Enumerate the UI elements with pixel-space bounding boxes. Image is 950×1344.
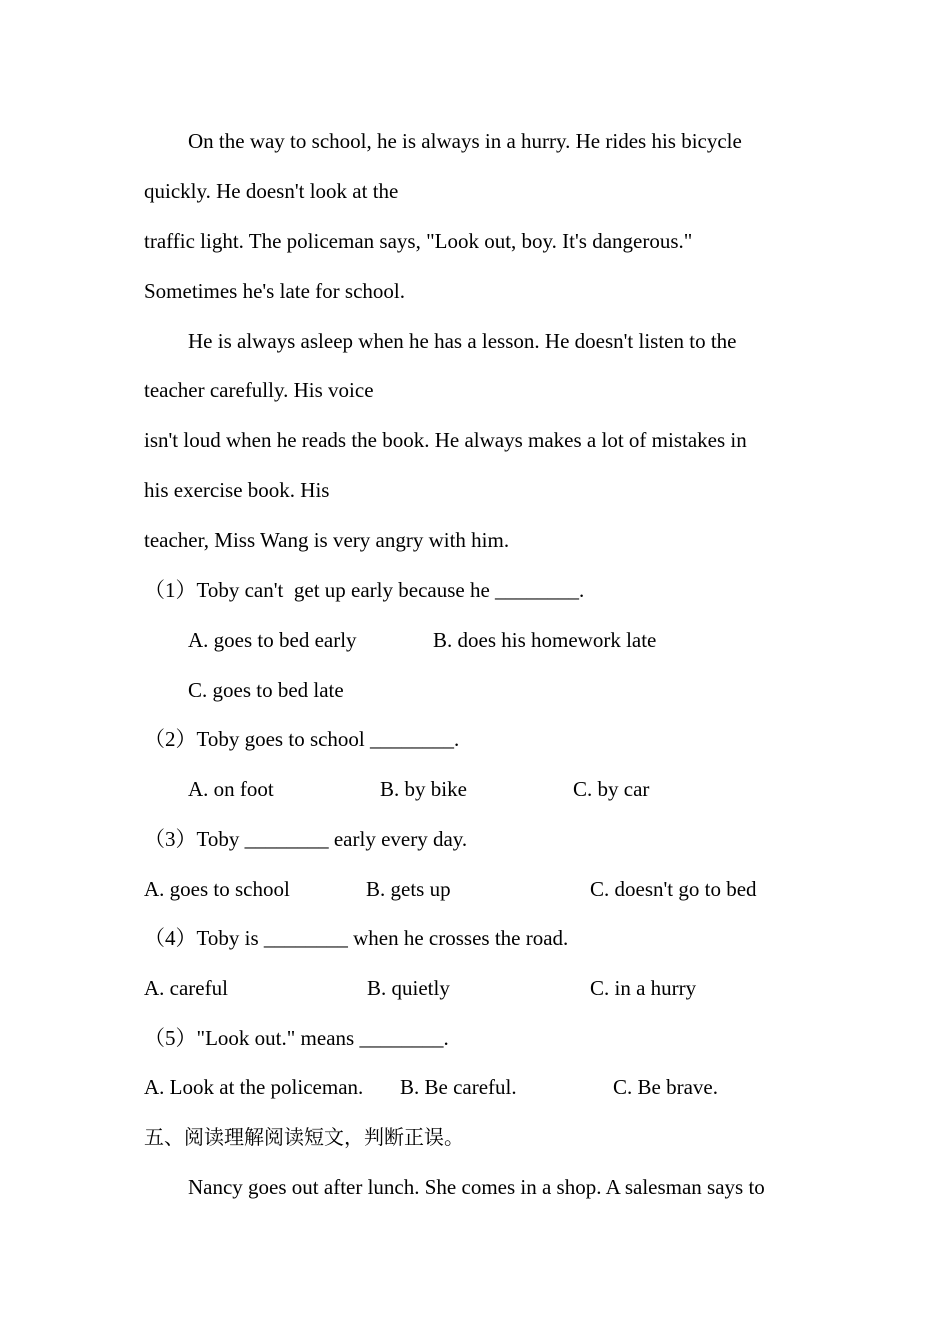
question-4-option-c: C. in a hurry xyxy=(590,976,697,1000)
question-1-option-b: B. does his homework late xyxy=(433,628,657,652)
question-3-option-a: A. goes to school xyxy=(144,877,290,901)
question-3-stem: （3）Toby ________ early every day. xyxy=(144,827,468,851)
question-3-option-b: B. gets up xyxy=(366,877,451,901)
passage-line: traffic light. The policeman says, "Look out, boy. It's dangerous." xyxy=(144,229,693,253)
passage-line: teacher carefully. His voice xyxy=(144,378,374,402)
question-5-option-a: A. Look at the policeman. xyxy=(144,1075,364,1099)
passage-line: On the way to school, he is always in a hurry. He rides his bicycle xyxy=(188,129,742,153)
passage-line: Nancy goes out after lunch. She comes in a shop. A salesman says to xyxy=(188,1175,765,1199)
question-2-stem: （2）Toby goes to school ________. xyxy=(144,727,460,751)
passage-line: He is always asleep when he has a lesson. He doesn't listen to the xyxy=(188,329,737,353)
question-5-stem: （5）"Look out." means ________. xyxy=(144,1026,449,1050)
question-4-option-a: A. careful xyxy=(144,976,228,1000)
passage-line: isn't loud when he reads the book. He always makes a lot of mistakes in xyxy=(144,428,747,452)
passage-line: his exercise book. His xyxy=(144,478,330,502)
question-1-option-c: C. goes to bed late xyxy=(188,678,344,702)
passage-line: teacher, Miss Wang is very angry with him. xyxy=(144,528,510,552)
question-2-option-c: C. by car xyxy=(573,777,650,801)
section-heading: 五、阅读理解阅读短文，判断正误。 xyxy=(144,1125,464,1149)
question-1-stem: （1）Toby can't get up early because he ________. xyxy=(144,578,585,602)
question-5-option-c: C. Be brave. xyxy=(613,1075,718,1099)
question-2-option-a: A. on foot xyxy=(188,777,274,801)
passage-line: Sometimes he's late for school. xyxy=(144,279,405,303)
passage-line: quickly. He doesn't look at the xyxy=(144,179,399,203)
question-3-option-c: C. doesn't go to bed xyxy=(590,877,757,901)
question-1-option-a: A. goes to bed early xyxy=(188,628,357,652)
question-5-option-b: B. Be careful. xyxy=(400,1075,517,1099)
question-4-option-b: B. quietly xyxy=(367,976,450,1000)
question-2-option-b: B. by bike xyxy=(380,777,467,801)
question-4-stem: （4）Toby is ________ when he crosses the road. xyxy=(144,926,569,950)
